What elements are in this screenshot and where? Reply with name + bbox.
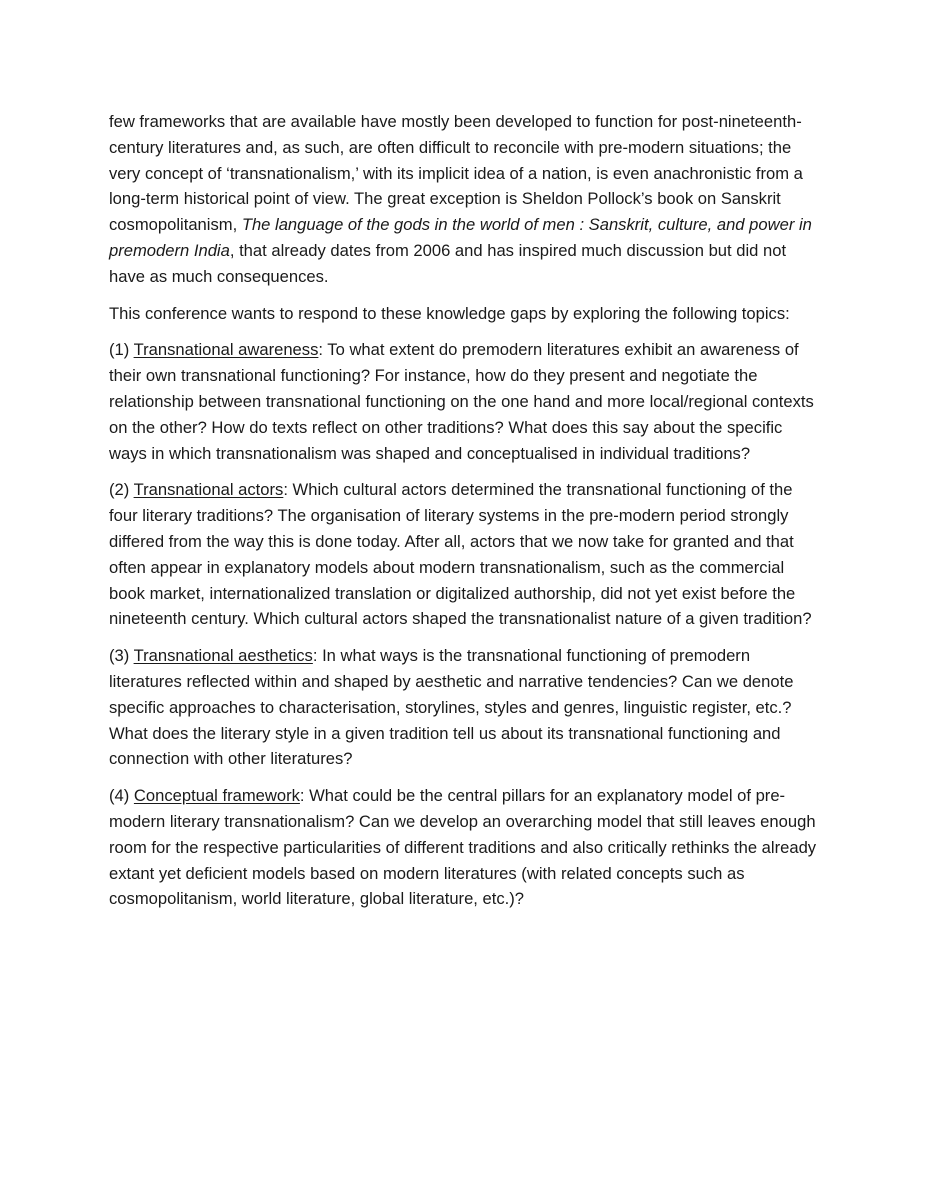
topic-number: (2) <box>109 480 130 500</box>
topic-body: : What could be the central pillars for an explanatory model of pre-modern literary transnationalism? Can we develop an overarching model that still leaves enough room for the respective particularities of different traditions and also critically rethinks the already extant yet deficient models based on modern literatures (with related concepts such as cosmopolitanism, world literature, global literature, etc.)? <box>109 786 817 909</box>
topic-number: (4) <box>109 786 130 806</box>
topic-number: (3) <box>109 646 130 666</box>
topic-number: (1) <box>109 340 130 360</box>
topic-heading: Transnational actors <box>133 480 284 500</box>
document-body <box>109 109 821 923</box>
intro-text-before-title: few frameworks that are available have mostly been developed to function for post-nineteenth-century literatures and, as such, are often difficult to reconcile with pre-modern situations; the very concept of ‘transnationalism,’ with its implicit idea of a nation, is even anachronistic from a long-term historical point of view. The great exception is Sheldon Pollock’s book on Sanskrit cosmopolitanism, <box>109 112 803 235</box>
topic-paragraph-3 <box>109 643 821 772</box>
topic-body: : To what extent do premodern literatures exhibit an awareness of their own transnational functioning? For instance, how do they present and negotiate the relationship between transnational functioning on the one hand and more local/regional contexts on the other? How do texts reflect on other traditions? What does this say about the specific ways in which transnationalism was shaped and conceptualised in individual traditions? <box>109 340 814 463</box>
topic-paragraph-4 <box>109 783 821 912</box>
topic-paragraph-1 <box>109 337 821 466</box>
topic-body: : Which cultural actors determined the transnational functioning of the four literary traditions? The organisation of literary systems in the pre-modern period strongly differed from the way this is done today. After all, actors that we now take for granted and that often appear in explanatory models about modern transnationalism, such as the commercial book market, internationalized translation or digitalized authorship, did not yet exist before the nineteenth century. Which cultural actors shaped the transnationalist nature of a given tradition? <box>109 480 812 629</box>
topic-body: : In what ways is the transnational functioning of premodern literatures reflected within and shaped by aesthetic and narrative tendencies? Can we denote specific approaches to characterisation, storylines, styles and genres, linguistic register, etc.? What does the literary style in a given tradition tell us about its transnational functioning and connection with other literatures? <box>109 646 794 769</box>
lead-in-paragraph: This conference wants to respond to these knowledge gaps by exploring the following topics: <box>109 303 790 323</box>
intro-paragraph <box>109 109 821 290</box>
topic-heading: Transnational aesthetics <box>133 646 313 666</box>
topic-heading: Conceptual framework <box>133 786 300 806</box>
topic-paragraph-2 <box>109 477 821 632</box>
book-title: The language of the gods in the world of men : Sanskrit, culture, and power in premodern India <box>109 215 812 260</box>
intro-text-after-title: , that already dates from 2006 and has inspired much discussion but did not have as much consequences. <box>109 240 787 286</box>
topic-heading: Transnational awareness <box>133 340 319 360</box>
